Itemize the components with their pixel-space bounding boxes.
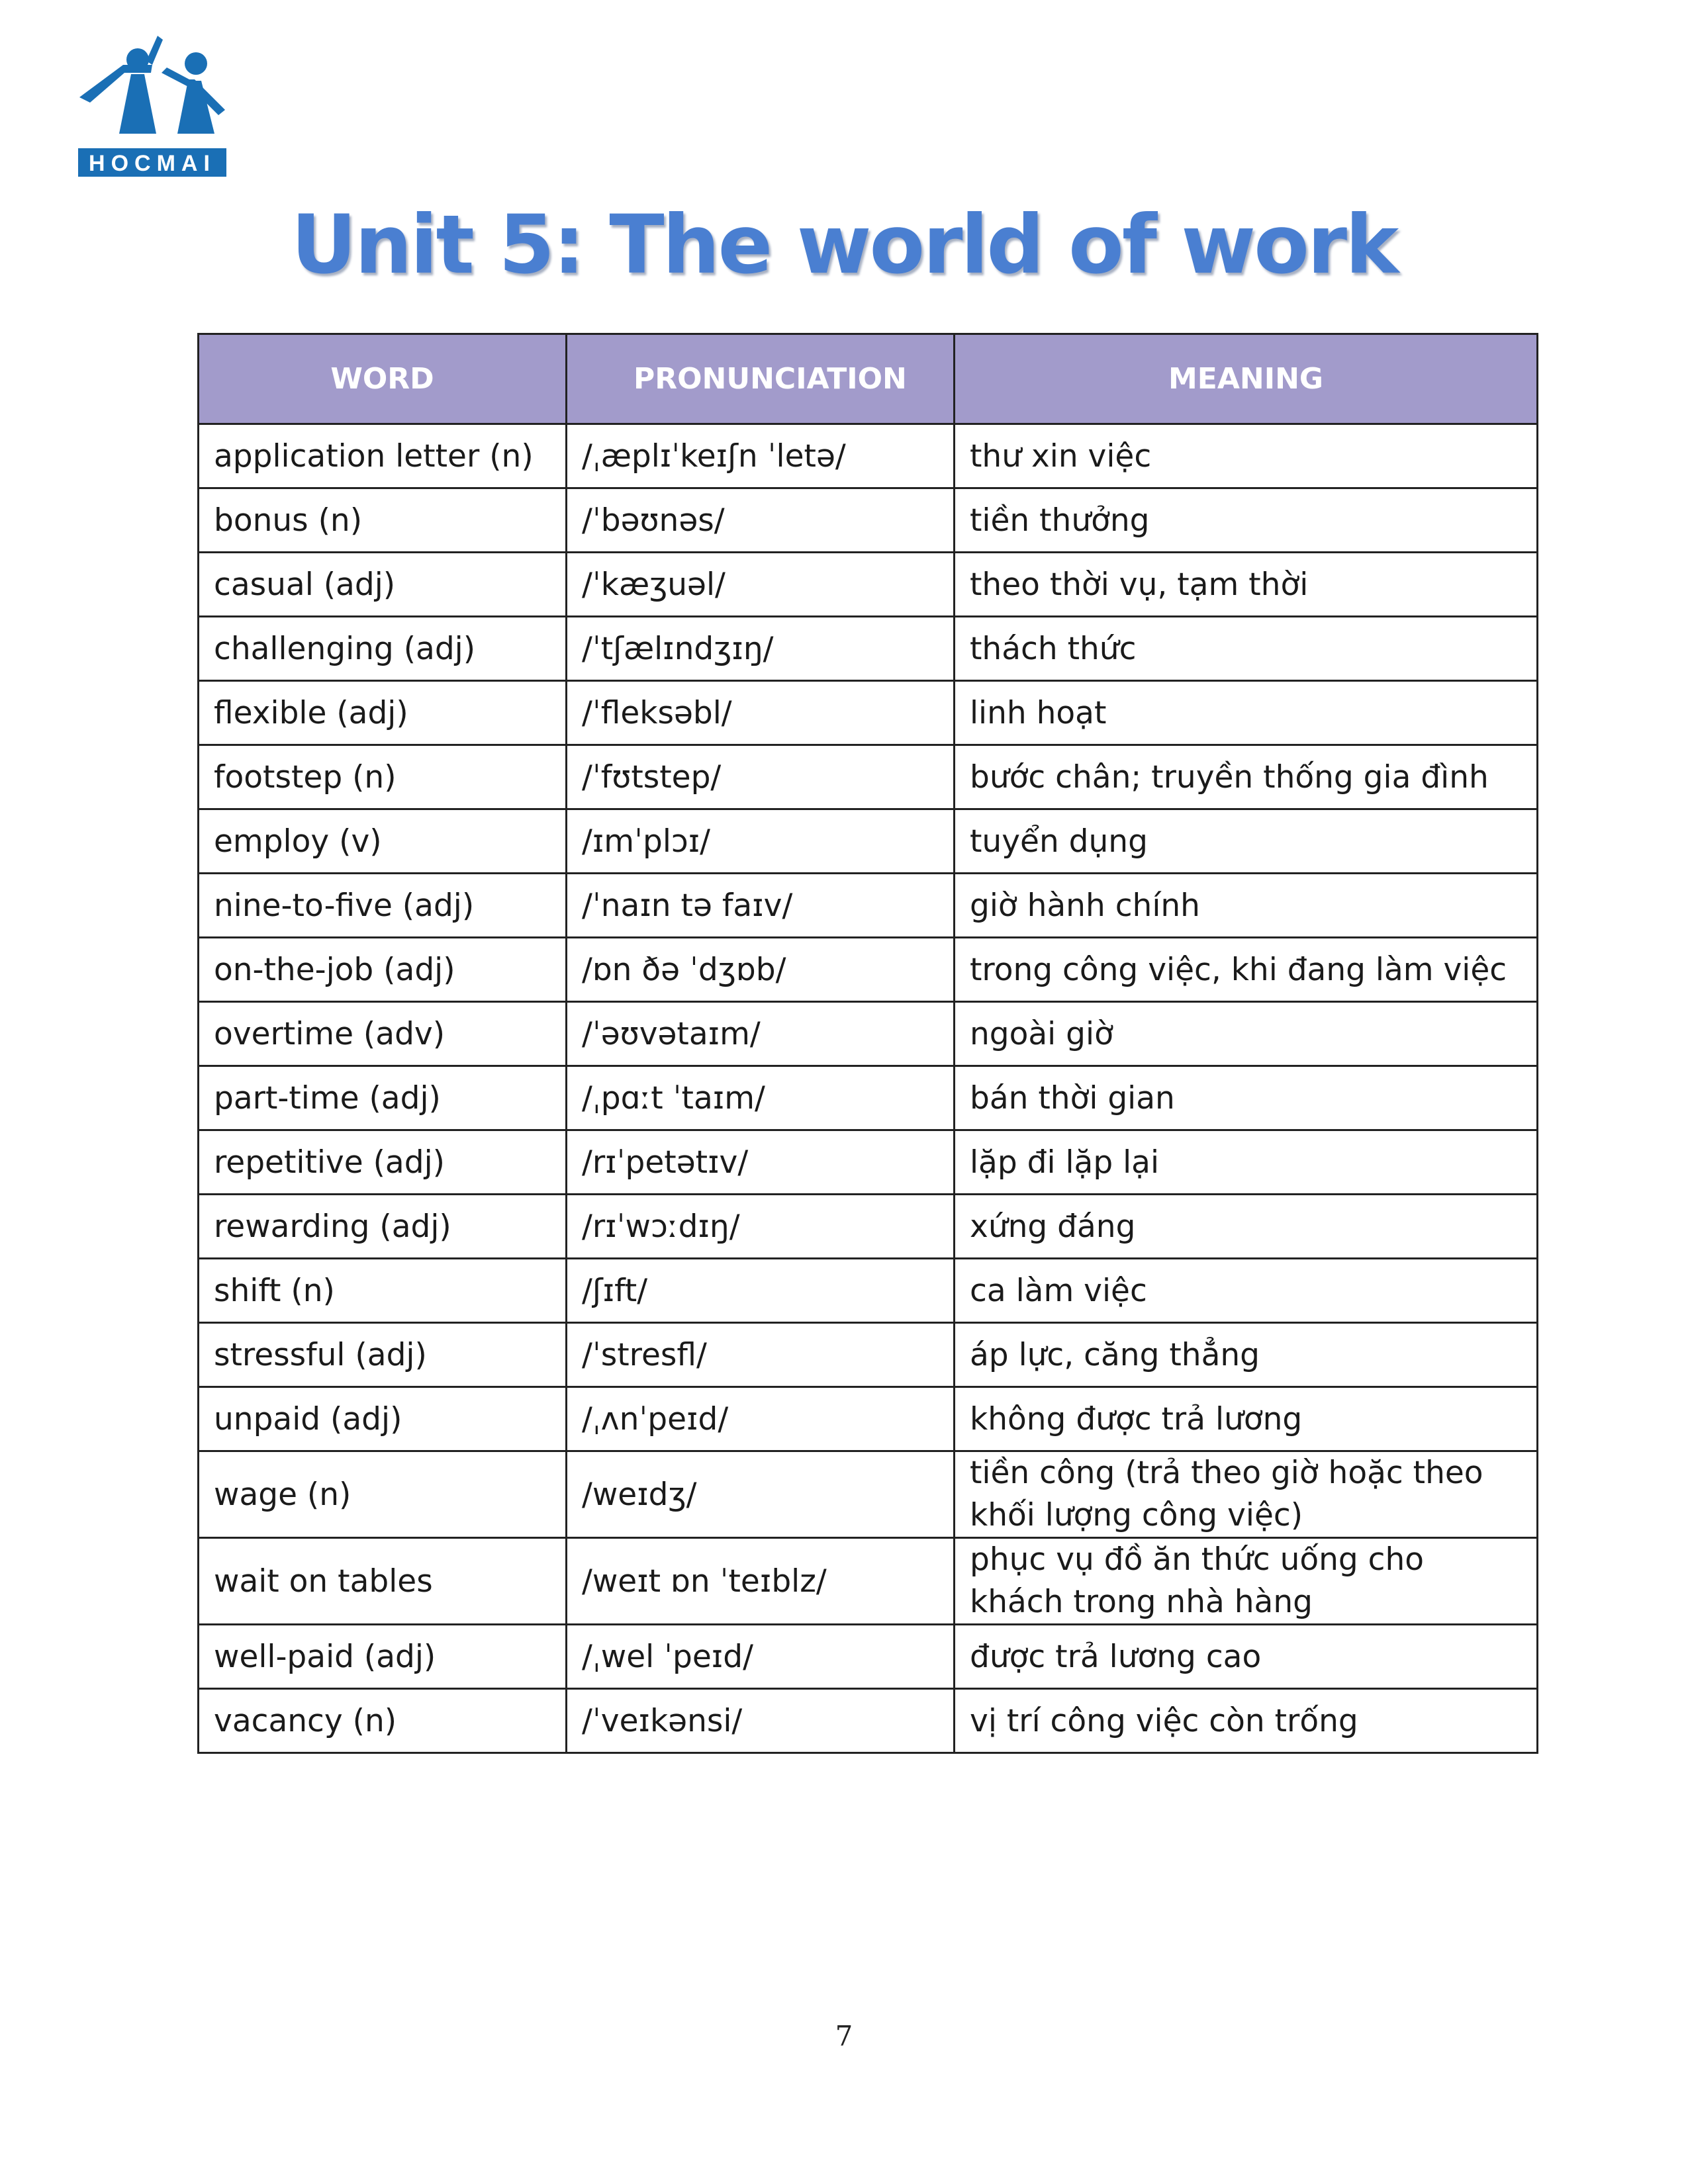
meaning-cell: trong công việc, khi đang làm việc: [955, 938, 1538, 1002]
word-cell: employ (v): [199, 809, 567, 874]
table-row: [199, 1451, 1538, 1538]
word-cell: bonus (n): [199, 488, 567, 553]
meaning-cell: bán thời gian: [955, 1066, 1538, 1130]
meaning-cell: phục vụ đồ ăn thức uống cho khách trong nhà hàng: [955, 1538, 1538, 1625]
table-row: [199, 488, 1538, 553]
pronunciation-cell: /ˈtʃælɪndʒɪŋ/: [567, 617, 955, 681]
table-row: [199, 1538, 1538, 1625]
table-row: [199, 1066, 1538, 1130]
pronunciation-cell: /ˈəʊvətaɪm/: [567, 1002, 955, 1066]
header-word: WORD: [199, 334, 567, 424]
meaning-cell: vị trí công việc còn trống: [955, 1689, 1538, 1753]
meaning-cell: thư xin việc: [955, 424, 1538, 488]
hocmai-logo: [78, 34, 226, 177]
meaning-cell: thách thức: [955, 617, 1538, 681]
table-row: [199, 1689, 1538, 1753]
word-cell: shift (n): [199, 1259, 567, 1323]
meaning-cell: linh hoạt: [955, 681, 1538, 745]
meaning-cell: tiền công (trả theo giờ hoặc theo khối lượng công việc): [955, 1451, 1538, 1538]
table-row: [199, 1323, 1538, 1387]
word-cell: wait on tables: [199, 1538, 567, 1625]
meaning-cell: áp lực, căng thẳng: [955, 1323, 1538, 1387]
pronunciation-cell: /ˌæplɪˈkeɪʃn ˈletə/: [567, 424, 955, 488]
pronunciation-cell: /ˌwel ˈpeɪd/: [567, 1625, 955, 1689]
hocmai-logo-graphic: [78, 34, 226, 177]
pronunciation-cell: /ʃɪft/: [567, 1259, 955, 1323]
table-row: [199, 424, 1538, 488]
table-row: [199, 1130, 1538, 1195]
pronunciation-cell: /ˌʌnˈpeɪd/: [567, 1387, 955, 1451]
meaning-cell: lặp đi lặp lại: [955, 1130, 1538, 1195]
word-cell: vacancy (n): [199, 1689, 567, 1753]
word-cell: rewarding (adj): [199, 1195, 567, 1259]
meaning-cell: theo thời vụ, tạm thời: [955, 553, 1538, 617]
table-row: [199, 1259, 1538, 1323]
table-row: [199, 1195, 1538, 1259]
meaning-cell: được trả lương cao: [955, 1625, 1538, 1689]
pronunciation-cell: /ˈkæʒuəl/: [567, 553, 955, 617]
pronunciation-cell: /weɪt ɒn ˈteɪblz/: [567, 1538, 955, 1625]
pronunciation-cell: /ɪmˈplɔɪ/: [567, 809, 955, 874]
table-row: [199, 617, 1538, 681]
pronunciation-cell: /ˈnaɪn tə faɪv/: [567, 874, 955, 938]
pronunciation-cell: /ˌpɑːt ˈtaɪm/: [567, 1066, 955, 1130]
table-row: [199, 1625, 1538, 1689]
meaning-cell: xứng đáng: [955, 1195, 1538, 1259]
header-meaning: MEANING: [955, 334, 1538, 424]
pronunciation-cell: /ˈveɪkənsi/: [567, 1689, 955, 1753]
table-row: [199, 1387, 1538, 1451]
table-row: [199, 745, 1538, 809]
word-cell: application letter (n): [199, 424, 567, 488]
pronunciation-cell: /ɒn ðə ˈdʒɒb/: [567, 938, 955, 1002]
table-row: [199, 874, 1538, 938]
table-row: [199, 1002, 1538, 1066]
table-header-row: [199, 334, 1538, 424]
page-title: Unit 5: The world of work: [291, 198, 1397, 292]
word-cell: nine-to-five (adj): [199, 874, 567, 938]
pronunciation-cell: /ˈfleksəbl/: [567, 681, 955, 745]
pronunciation-cell: /ˈfʊtstep/: [567, 745, 955, 809]
meaning-cell: ngoài giờ: [955, 1002, 1538, 1066]
word-cell: casual (adj): [199, 553, 567, 617]
word-cell: unpaid (adj): [199, 1387, 567, 1451]
pronunciation-cell: /weɪdʒ/: [567, 1451, 955, 1538]
table-row: [199, 938, 1538, 1002]
table-row: [199, 681, 1538, 745]
pronunciation-cell: /ˈstresfl/: [567, 1323, 955, 1387]
word-cell: flexible (adj): [199, 681, 567, 745]
header-pronunciation: PRONUNCIATION: [567, 334, 955, 424]
page-number: 7: [835, 2020, 853, 2052]
word-cell: challenging (adj): [199, 617, 567, 681]
word-cell: repetitive (adj): [199, 1130, 567, 1195]
meaning-cell: không được trả lương: [955, 1387, 1538, 1451]
word-cell: well-paid (adj): [199, 1625, 567, 1689]
table-row: [199, 553, 1538, 617]
meaning-cell: tuyển dụng: [955, 809, 1538, 874]
meaning-cell: ca làm việc: [955, 1259, 1538, 1323]
word-cell: on-the-job (adj): [199, 938, 567, 1002]
meaning-cell: bước chân; truyền thống gia đình: [955, 745, 1538, 809]
word-cell: part-time (adj): [199, 1066, 567, 1130]
word-cell: overtime (adv): [199, 1002, 567, 1066]
word-cell: stressful (adj): [199, 1323, 567, 1387]
meaning-cell: tiền thưởng: [955, 488, 1538, 553]
pronunciation-cell: /rɪˈpetətɪv/: [567, 1130, 955, 1195]
meaning-cell: giờ hành chính: [955, 874, 1538, 938]
pronunciation-cell: /ˈbəʊnəs/: [567, 488, 955, 553]
word-cell: wage (n): [199, 1451, 567, 1538]
table-row: [199, 809, 1538, 874]
pronunciation-cell: /rɪˈwɔːdɪŋ/: [567, 1195, 955, 1259]
vocabulary-table: [197, 333, 1538, 1754]
word-cell: footstep (n): [199, 745, 567, 809]
logo-text: HOCMAI: [89, 151, 216, 176]
